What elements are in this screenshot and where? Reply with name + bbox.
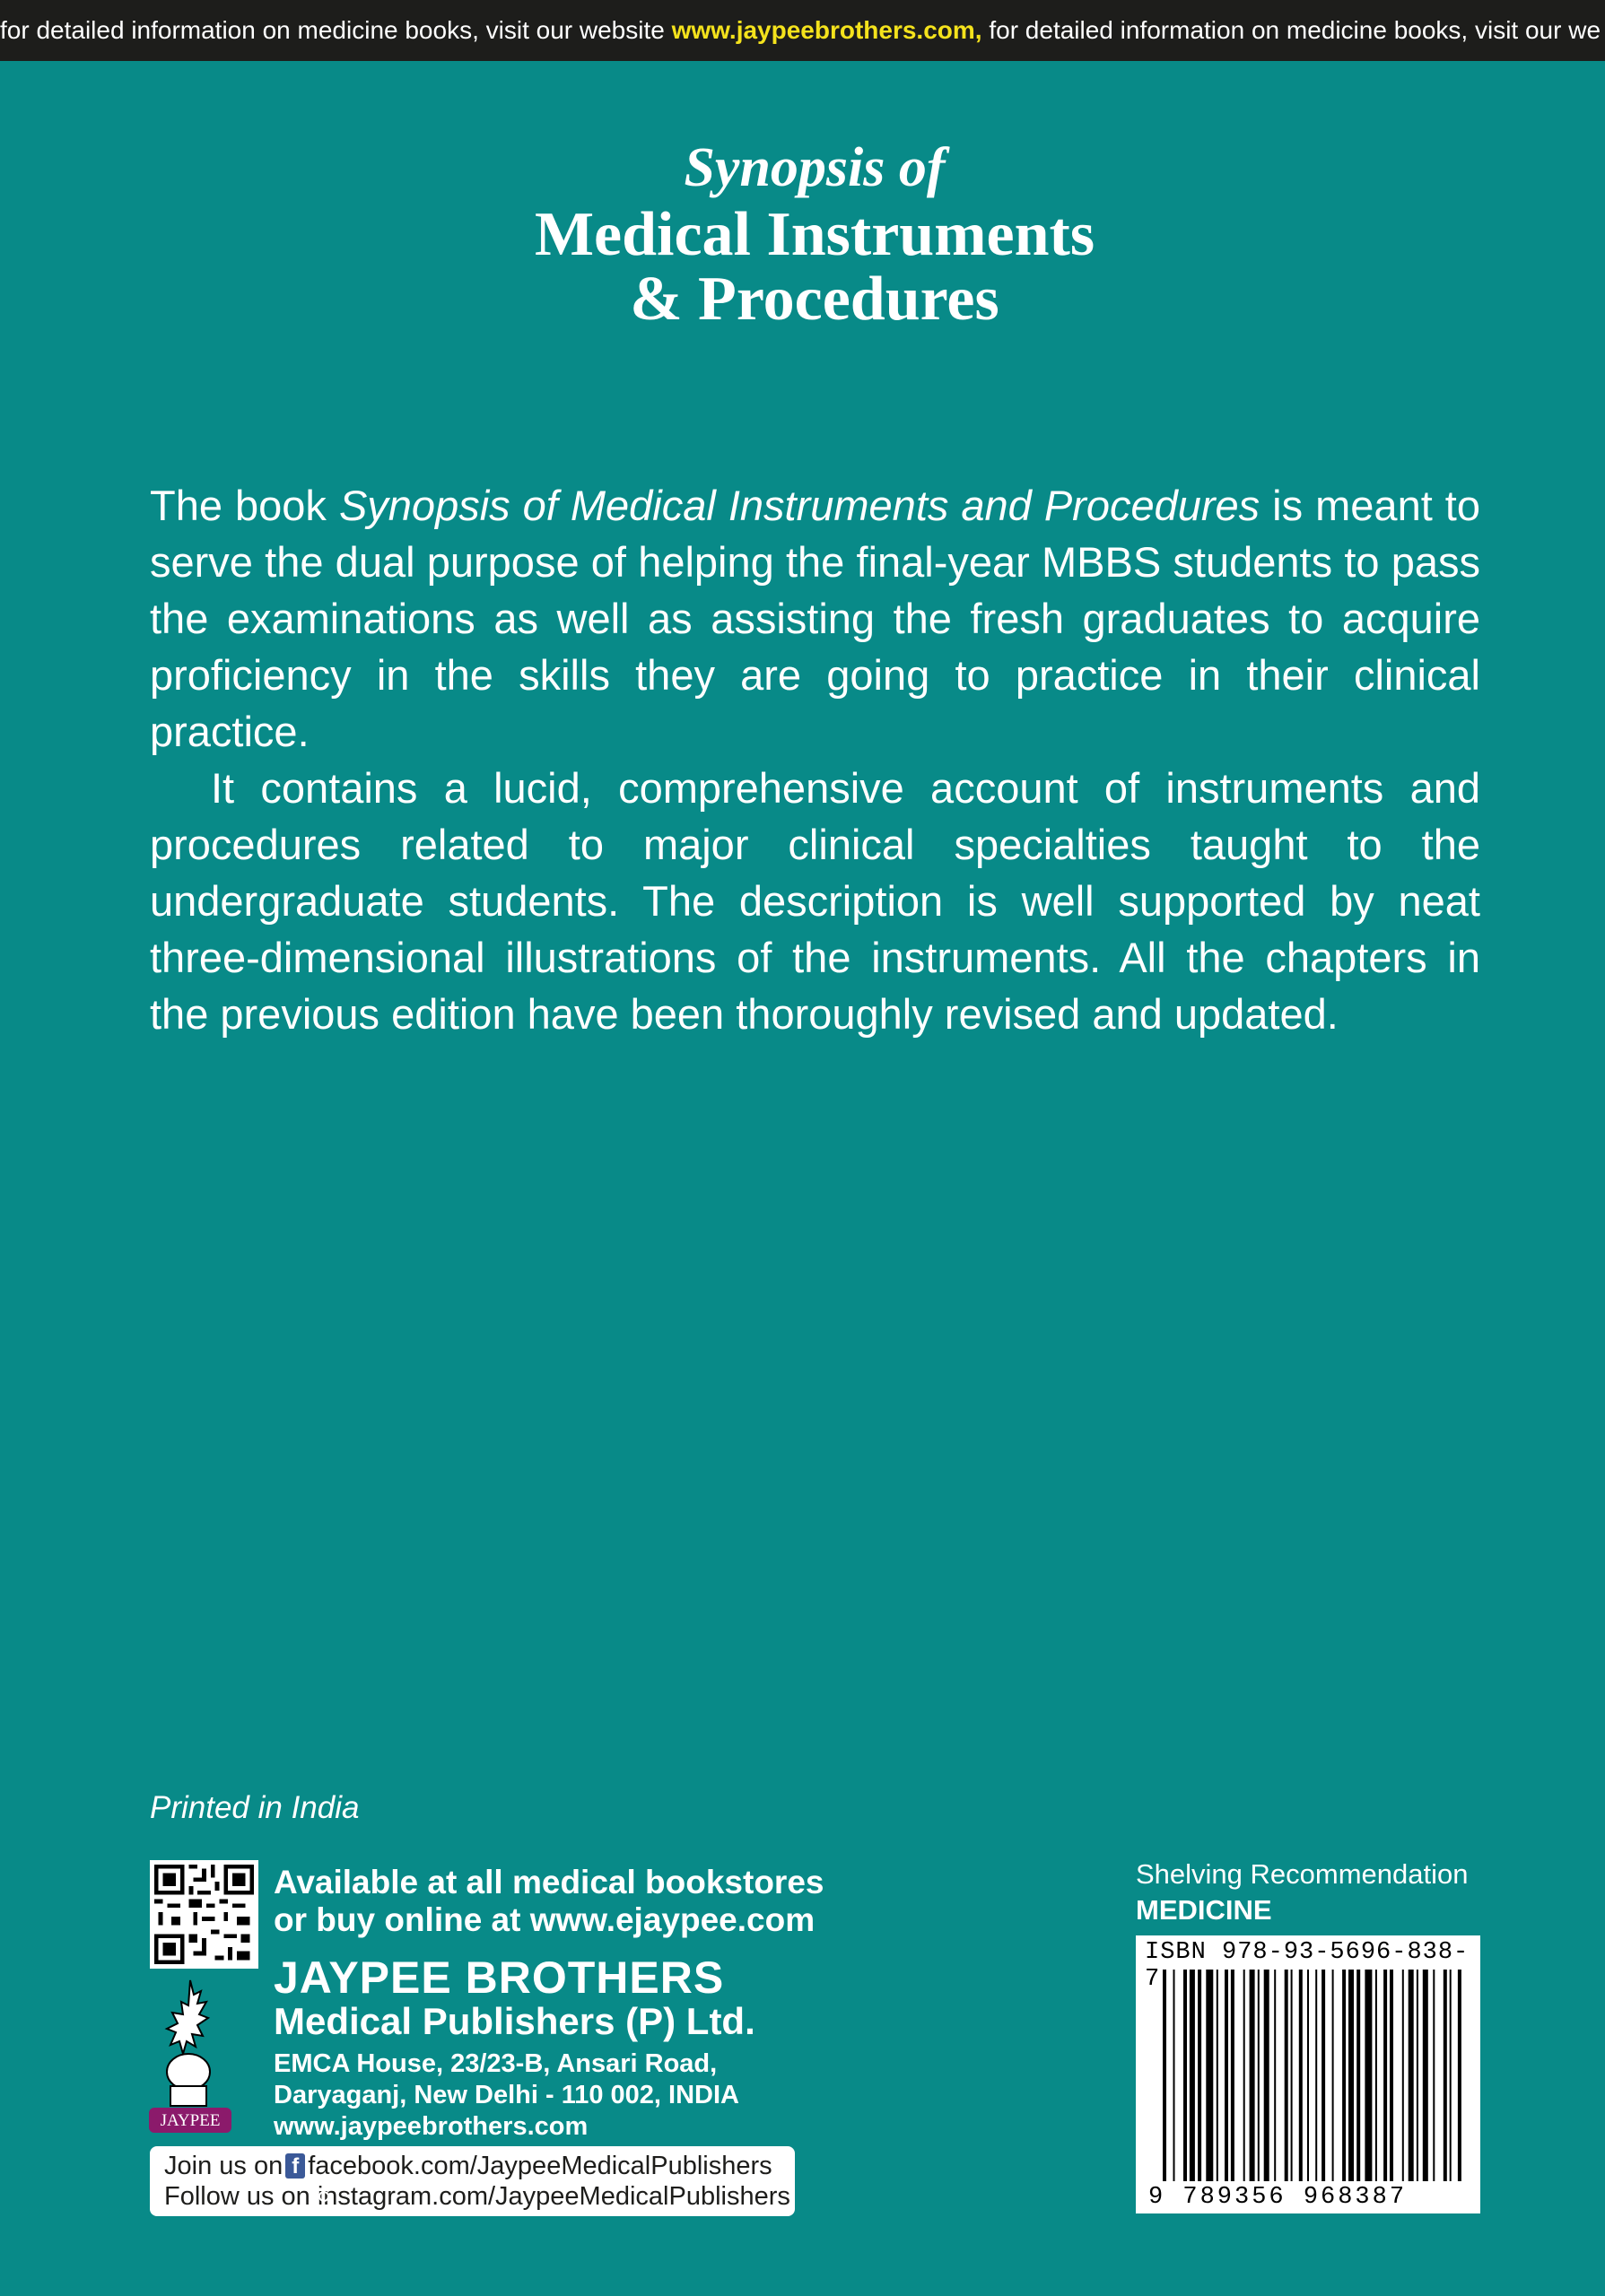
book-description	[150, 477, 1480, 1042]
barcode-bar	[1315, 1970, 1317, 2181]
facebook-prefix: Join us on	[164, 2152, 283, 2180]
barcode-bar	[1258, 1970, 1260, 2181]
barcode-bar	[1307, 1970, 1309, 2181]
barcode-bar	[1450, 1970, 1452, 2181]
barcode-bar	[1409, 1970, 1414, 2181]
isbn-text: ISBN 978-93-5696-838-7	[1145, 1939, 1470, 1993]
publisher-address	[274, 2048, 739, 2143]
barcode-bar	[1217, 1970, 1218, 2181]
barcode-bar	[1285, 1970, 1288, 2181]
barcode-bar	[1458, 1970, 1461, 2181]
barcode-bar	[1322, 1970, 1325, 2181]
logo-text: JAYPEE	[160, 2111, 221, 2130]
barcode-bar	[1423, 1970, 1428, 2181]
barcode-bar	[1243, 1970, 1245, 2181]
instagram-prefix: Follow us on	[164, 2182, 310, 2211]
publisher-name: JAYPEE BROTHERS	[274, 1952, 725, 2003]
shelving-label: Shelving Recommendation	[1136, 1858, 1469, 1890]
top-banner	[0, 0, 1605, 61]
availability-note	[274, 1864, 824, 1939]
barcode-bar	[1348, 1970, 1354, 2181]
barcode-bar	[1163, 1970, 1166, 2181]
facebook-link[interactable]: facebook.com/JaypeeMedicalPublishers	[308, 2152, 772, 2180]
facebook-row[interactable]	[164, 2151, 781, 2181]
barcode-bar	[1291, 1970, 1293, 2181]
availability-line-1: Available at all medical bookstores	[274, 1864, 824, 1900]
description-text: is meant to serve the dual purpose of helping the final-year MBBS students to pass the examinations as well as assisting the fresh graduates to acquire proficiency in the skills they are going to practice in their clinical practice.	[150, 482, 1480, 755]
barcode-bar	[1402, 1970, 1404, 2181]
shelving-value: MEDICINE	[1136, 1894, 1272, 1926]
barcode-bar	[1433, 1970, 1435, 2181]
description-paragraph-1	[150, 477, 1480, 760]
barcode-bar	[1417, 1970, 1418, 2181]
barcode-digits: 9 789356 968387	[1148, 2184, 1408, 2211]
availability-line-2[interactable]: or buy online at www.ejaypee.com	[274, 1901, 816, 1938]
barcode-bar	[1444, 1970, 1447, 2181]
barcode-bar	[1332, 1970, 1334, 2181]
banner-website-link[interactable]: www.jaypeebrothers.com,	[671, 16, 982, 44]
address-line-2: Daryaganj, New Delhi - 110 002, INDIA	[274, 2081, 739, 2109]
barcode-bar	[1190, 1970, 1195, 2181]
instagram-row[interactable]	[164, 2181, 790, 2212]
address-line-1: EMCA House, 23/23-B, Ansari Road,	[274, 2049, 718, 2078]
description-paragraph-2: It contains a lucid, comprehensive account of instruments and procedures related to major clinical specialties taught to the undergraduate students. The description is well supported by neat three-dimensional illustrations of the instruments. All the chapters in the previous edition have been thoroughly revised and updated.	[150, 764, 1480, 1038]
printed-in-note: Printed in India	[150, 1790, 360, 1825]
instagram-link[interactable]: instagram.com/JaypeeMedicalPublishers	[317, 2182, 790, 2211]
facebook-icon: f	[285, 2153, 305, 2179]
barcode-bar	[1183, 1970, 1187, 2181]
barcode-bar	[1173, 1970, 1175, 2181]
barcode-bar	[1375, 1970, 1377, 2181]
description-text: The book	[150, 482, 339, 529]
publisher-subtitle: Medical Publishers (P) Ltd.	[274, 2000, 755, 2042]
title-line-1: Synopsis of	[684, 137, 946, 198]
barcode-bars-icon	[1136, 1935, 1480, 2213]
barcode-bar	[1198, 1970, 1201, 2181]
barcode-bar	[1225, 1970, 1228, 2181]
barcode-bar	[1299, 1970, 1303, 2181]
banner-text: for detailed information on medicine books, visit our website	[0, 16, 672, 44]
banner-text-repeat: for detailed information on medicine books, visit our we	[981, 16, 1601, 44]
book-title	[0, 133, 1605, 332]
title-line-2: Medical Instruments	[534, 200, 1095, 269]
barcode-bar	[1390, 1970, 1393, 2181]
barcode-bar	[1206, 1970, 1213, 2181]
barcode-bar	[1250, 1970, 1255, 2181]
barcode-bar	[1231, 1970, 1234, 2181]
title-line-3: & Procedures	[630, 265, 999, 334]
barcode-bar	[1356, 1970, 1360, 2181]
barcode-bar	[1274, 1970, 1276, 2181]
barcode-bar	[1264, 1970, 1269, 2181]
barcode-bar	[1342, 1970, 1346, 2181]
social-links-box	[150, 2146, 795, 2216]
barcode-bar	[1383, 1970, 1387, 2181]
jaypee-logo-icon	[147, 1973, 233, 2135]
qr-code-icon[interactable]	[150, 1860, 258, 1969]
isbn-barcode	[1136, 1935, 1480, 2213]
publisher-website-link[interactable]: www.jaypeebrothers.com	[274, 2112, 589, 2141]
barcode-bar	[1365, 1970, 1372, 2181]
description-book-title: Synopsis of Medical Instruments and Procedures	[338, 482, 1260, 529]
